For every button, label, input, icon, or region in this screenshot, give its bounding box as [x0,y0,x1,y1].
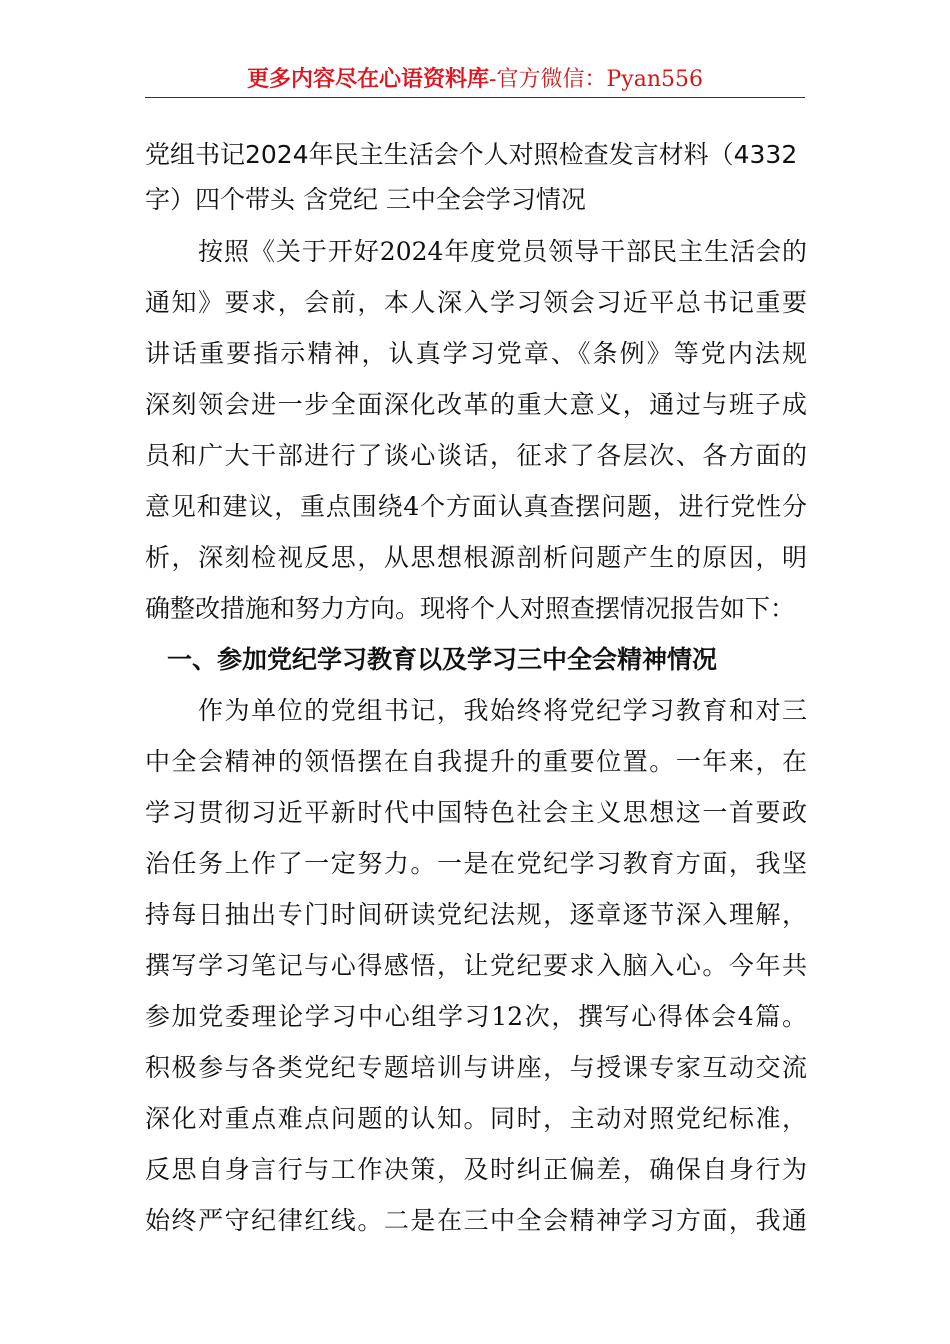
title-line-2: 字）四个带头 含党纪 三中全会学习情况 [145,185,586,214]
intro-line: 讲话重要指示精神，认真学习党章、《条例》等党内法规 [145,339,807,368]
section-line: 持每日抽出专门时间研读党纪法规，逐章逐节深入理解， [145,900,807,929]
intro-line: 意见和建议，重点围绕4个方面认真查摆问题，进行党性分 [145,492,807,521]
page-header [145,62,805,96]
intro-line: 深刻领会进一步全面深化改革的重大意义，通过与班子成 [145,390,807,419]
header-contact-text: -官方微信：Pyan556 [489,67,703,92]
intro-line: 通知》要求，会前，本人深入学习领会习近平总书记重要 [145,288,807,317]
intro-line: 员和广大干部进行了谈心谈话，征求了各层次、各方面的 [145,441,807,470]
intro-line: 确整改措施和努力方向。现将个人对照查摆情况报告如下： [145,594,796,623]
section-line: 参加党委理论学习中心组学习12次，撰写心得体会4篇。 [145,1002,807,1031]
section-line: 反思自身言行与工作决策，及时纠正偏差，确保自身行为 [145,1155,807,1184]
section-line: 深化对重点难点问题的认知。同时，主动对照党纪标准， [145,1104,807,1133]
section-line: 积极参与各类党纪专题培训与讲座，与授课专家互动交流 [145,1053,807,1082]
title-line-1: 党组书记2024年民主生活会个人对照检查发言材料（4332 [145,140,798,169]
section-heading: 一、参加党纪学习教育以及学习三中全会精神情况 [167,645,718,674]
document-title [145,132,810,222]
section-line: 撰写学习笔记与心得感悟，让党纪要求入脑入心。今年共 [145,951,807,980]
intro-line: 析，深刻检视反思，从思想根源剖析问题产生的原因，明 [145,543,807,572]
section-line: 作为单位的党组书记，我始终将党纪学习教育和对三 [198,696,807,725]
section-line: 治任务上作了一定努力。一是在党纪学习教育方面，我坚 [145,849,807,878]
intro-line: 按照《关于开好2024年度党员领导干部民主生活会的 [198,237,807,266]
header-lead-text: 更多内容尽在心语资料库 [247,66,490,92]
section-line: 中全会精神的领悟摆在自我提升的重要位置。一年来，在 [145,747,807,776]
document-body [145,226,807,1246]
section-line: 始终严守纪律红线。二是在三中全会精神学习方面，我通 [145,1206,807,1235]
header-divider [145,97,805,98]
section-line: 学习贯彻习近平新时代中国特色社会主义思想这一首要政 [145,798,807,827]
